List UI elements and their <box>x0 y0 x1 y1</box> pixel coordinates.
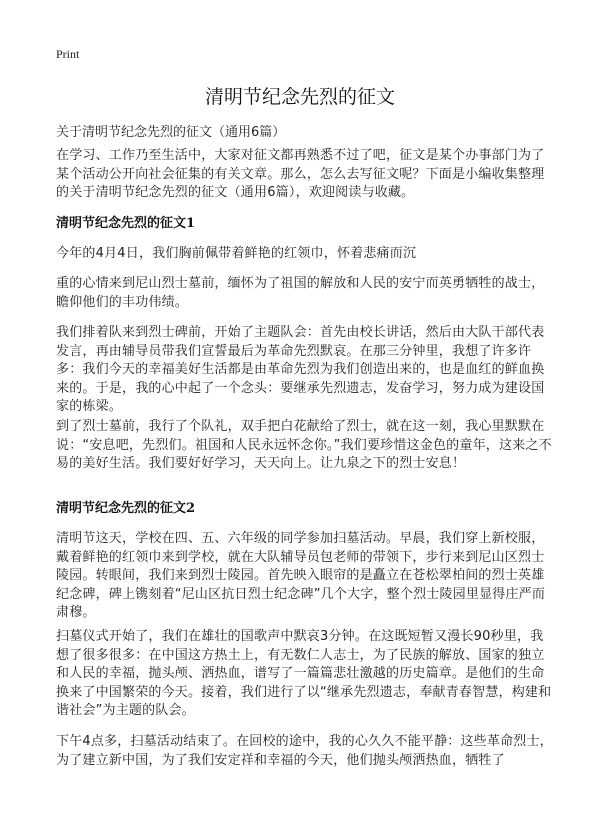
section-2-paragraph-1: 清明节这天，学校在四、五、六年级的同学参加扫墓活动。早晨，我们穿上新校服，戴着鲜艳的红领巾来到学校，就在大队辅导员包老师的带领下，步行来到尼山区烈士陵园。转眼间，我们来到烈士陵园。首先映入眼帘的是矗立在苍松翠柏间的烈士英雄纪念碑，碑上镌刻着“尼山区抗日烈士纪念碑”几个大字，整个烈士陵园里显得庄严而肃穆。 <box>56 531 546 620</box>
intro-paragraph: 在学习、工作乃至生活中，大家对征文都再熟悉不过了吧，征文是某个办事部门为了某个活动公开向社会征集的有关文章。那么，怎么去写征文呢？下面是小编收集整理的关于清明节纪念先烈的征文（通用6篇），欢迎阅读与收藏。 <box>56 148 545 200</box>
section-heading-1: 清明节纪念先烈的征文1 <box>56 216 196 231</box>
section-2-paragraph-3: 下午4点多，扫墓活动结束了。在回校的途中，我的心久久不能平静：这些革命烈士，为了建立新中国，为了我们安定祥和幸福的今天，他们抛头颅洒热血，牺牲了 <box>56 734 553 768</box>
section-1-paragraph-1: 今年的4月4日，我们胸前佩带着鲜艳的红领巾，怀着悲痛而沉 <box>56 246 417 261</box>
section-1-paragraph-2: 重的心情来到尼山烈士墓前，缅怀为了祖国的解放和人民的安宁而英勇牺牲的战士，瞻仰他们的丰功伟绩。 <box>56 276 545 310</box>
section-1-paragraph-3: 我们排着队来到烈士碑前，开始了主题队会：首先由校长讲话，然后由大队干部代表发言，再由辅导员带我们宣誓最后为革命先烈默哀。在那三分钟里，我想了许多许多：我们今天的幸福美好生活都是由革命先烈为我们创造出来的，也是血红的鲜血换来的。于是，我的心中起了一个念头：要继承先烈遗志，发奋学习，努力成为建设国家的栋梁。 <box>56 325 545 414</box>
print-label[interactable]: Print <box>56 47 80 61</box>
section-2-paragraph-2: 扫墓仪式开始了，我们在雄壮的国歌声中默哀3分钟。在这既短暂又漫长90秒里，我想了很多很多：在中国这方热土上，有无数仁人志士，为了民族的解放、国家的独立和人民的幸福，抛头颅、洒热血，谱写了一篇篇悲壮激越的历史篇章。是他们的生命换来了中国繁荣的今天。接着，我们进行了以“继承先烈遗志，奉献青春智慧，构建和谐社会”为主题的队会。 <box>56 629 552 718</box>
document-subtitle: 关于清明节纪念先烈的征文（通用6篇） <box>56 125 286 140</box>
document-title: 清明节纪念先烈的征文 <box>204 86 395 108</box>
section-heading-2: 清明节纪念先烈的征文2 <box>56 501 196 516</box>
section-1-paragraph-4: 到了烈士墓前，我行了个队礼，双手把白花献给了烈士，就在这一刻，我心里默默在说：“安息吧，先烈们。祖国和人民永远怀念你。”我们要珍惜这金色的童年，这来之不易的美好生活。我们要好好学习，天天向上。让九泉之下的烈士安息！ <box>56 419 552 471</box>
